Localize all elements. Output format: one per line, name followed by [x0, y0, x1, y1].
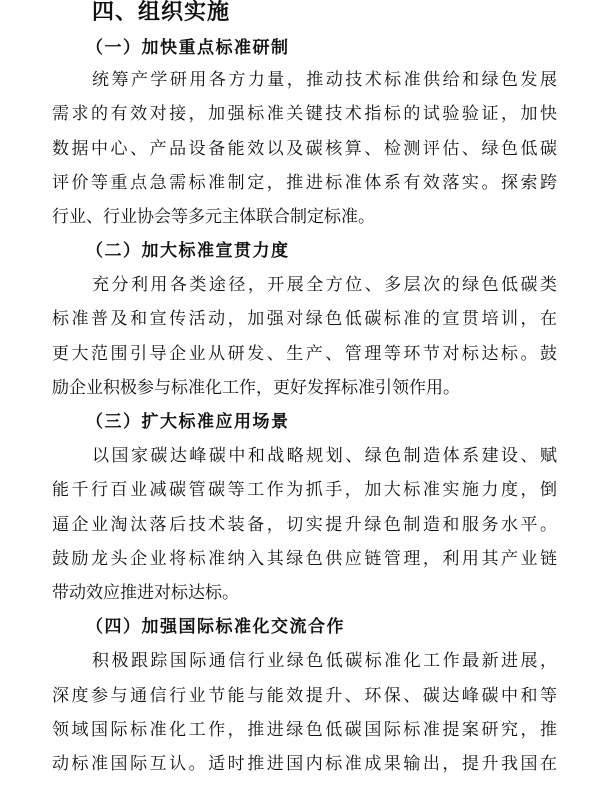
paragraph-line: 统筹产学研用各方力量，推动技术标准供给和绿色发展	[92, 70, 557, 90]
paragraph-line: 更大范围引导企业从研发、生产、管理等环节对标达标。鼓	[52, 344, 557, 364]
paragraph-line: 逼企业淘汰落后技术装备，切实提升绿色制造和服务水平。	[52, 515, 557, 535]
paragraph-line: 动标准国际互认。适时推进国内标准成果输出，提升我国在	[52, 754, 557, 774]
subsection-heading: （四）加强国际标准化交流合作	[86, 617, 345, 637]
paragraph-line: 深度参与通信行业节能与能效提升、环保、碳达峰碳中和等	[52, 686, 557, 706]
paragraph-line: 带动效应推进对标达标。	[52, 583, 239, 603]
subsection-heading: （二）加大标准宣贯力度	[86, 241, 290, 261]
paragraph-line: 以国家碳达峰碳中和战略规划、绿色制造体系建设、赋	[92, 446, 557, 466]
paragraph-line: 领域国际标准化工作，推进绿色低碳国际标准提案研究，推	[52, 720, 557, 740]
section-title: 四、组织实施	[92, 0, 231, 25]
paragraph-line: 行业、行业协会等多元主体联合制定标准。	[52, 207, 375, 227]
paragraph-line: 励企业积极参与标准化工作，更好发挥标准引领作用。	[52, 378, 460, 398]
paragraph-line: 标准普及和宣传活动，加强对绿色低碳标准的宣贯培训，在	[52, 309, 557, 329]
paragraph-line: 能千行百业减碳管碳等工作为抓手，加大标准实施力度，倒	[52, 480, 557, 500]
paragraph-line: 需求的有效对接，加强标准关键技术指标的试验验证，加快	[52, 104, 557, 124]
subsection-heading: （一）加快重点标准研制	[86, 38, 290, 58]
paragraph-line: 数据中心、产品设备能效以及碳核算、检测评估、绿色低碳	[52, 139, 557, 159]
paragraph-line: 鼓励龙头企业将标准纳入其绿色供应链管理，利用其产业链	[52, 549, 557, 569]
paragraph-line: 积极跟踪国际通信行业绿色低碳标准化工作最新进展，	[92, 651, 557, 671]
subsection-heading: （三）扩大标准应用场景	[86, 412, 290, 432]
paragraph-line: 评价等重点急需标准制定，推进标准体系有效落实。探索跨	[52, 173, 557, 193]
paragraph-line: 充分利用各类途径，开展全方位、多层次的绿色低碳类	[92, 275, 557, 295]
